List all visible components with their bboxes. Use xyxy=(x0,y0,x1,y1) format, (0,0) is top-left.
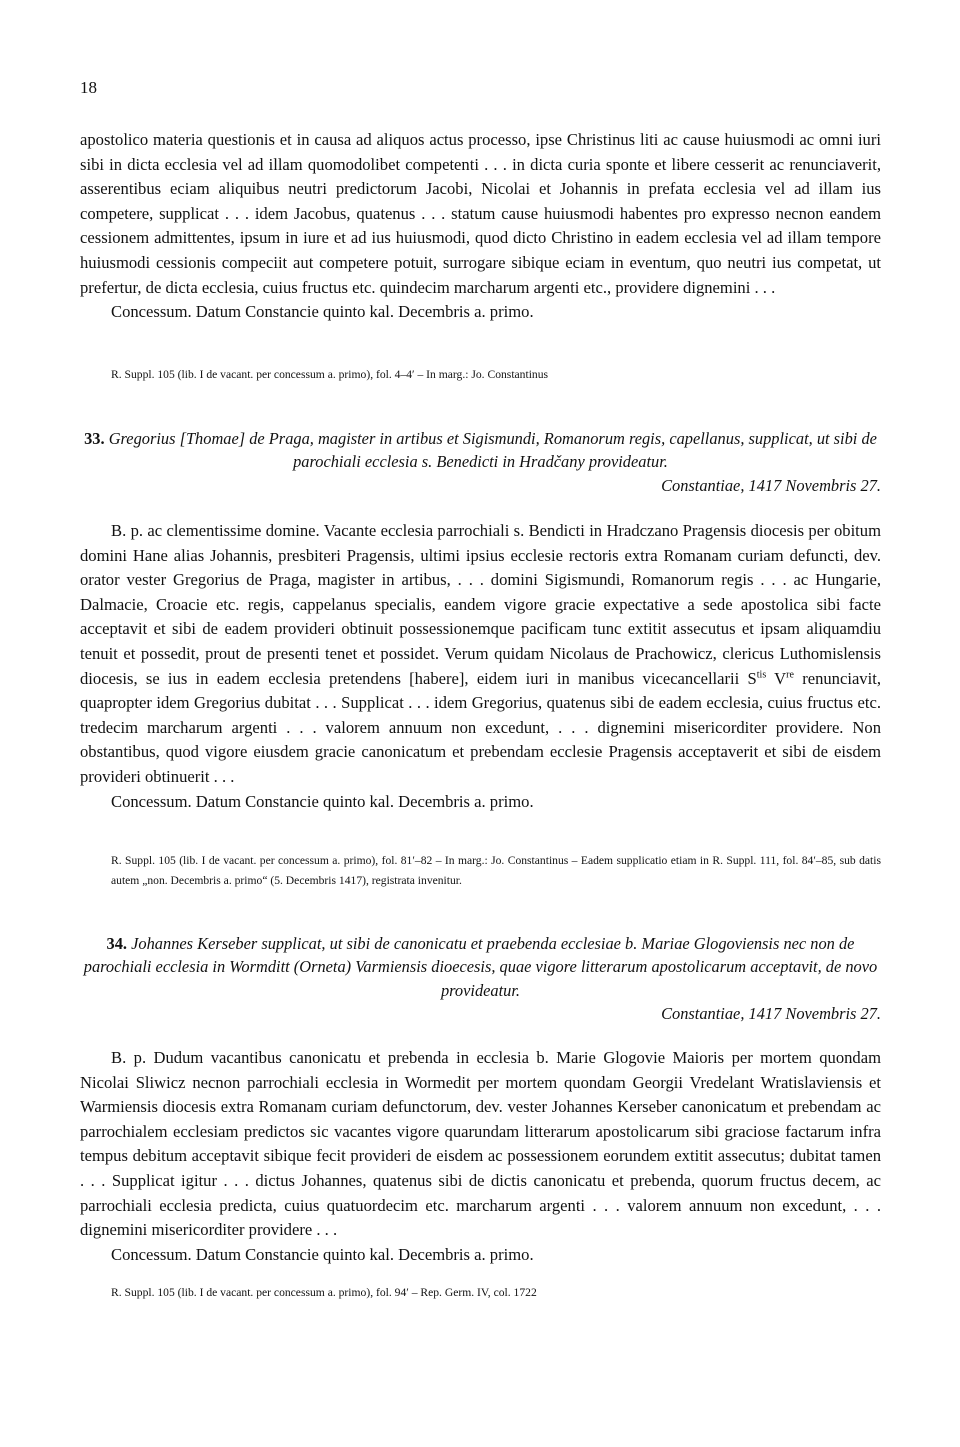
document-page xyxy=(80,0,881,1447)
footnote-text: R. Suppl. 105 (lib. I de vacant. per concessum a. primo), fol. 94′ – Rep. Germ. IV, col. 1722 xyxy=(111,1286,537,1299)
concessum-line: Concessum. Datum Constancie quinto kal. Decembris a. primo. xyxy=(111,1244,534,1264)
dateline: Constantiae, 1417 Novembris 27. xyxy=(661,475,881,495)
document-heading xyxy=(80,427,881,474)
concessum-line: Concessum. Datum Constancie quinto kal. Decembris a. primo. xyxy=(111,302,534,322)
document-regest: Johannes Kerseber supplicat, ut sibi de canonicatu et praebenda ecclesiae b. Mariae Glogoviensis nec non de parochiali ecclesia in Wormditt (Orneta) Varmiensis dioecesis, quae vigore litterarum apostolicarum acceptavit, de novo provideatur. xyxy=(83,934,878,1000)
footnote-text: R. Suppl. 105 (lib. I de vacant. per concessum a. primo), fol. 4–4′ – In marg.: Jo. Constantinus xyxy=(111,368,549,381)
superscript: tis xyxy=(756,669,767,681)
body-text-part: B. p. ac clementissime domine. Vacante ecclesia parrochiali s. Bendicti in Hradczano Pragensis diocesis per obitum domini Hane alias Johannis, presbiteri Pragensis, ultimi ipsius ecclesie rectoris extra Romanam curiam defuncti, dev. orator vester Gregorius de Praga, magister in artibus, . . . domini Sigismundi, Romanorum regis . . . ac Hungarie, Dalmacie, Croacie etc. regis, cappelanus specialis, eandem vigore gracie expectative a sede apostolica sibi facte acceptavit et sibi de eadem provideri obtinuit possessionemque pacificam tunc extitit assecutus et ipsam aliquamdiu tenuit et possedit, prout de presenti tenet et possidet. Verum quidam Nicolaus de Prachowicz, clericus Luthomislensis diocesis, se ius in eadem ecclesia pretendens [habere], eidem iuri in manibus vicecancellarii S xyxy=(80,521,881,688)
concessum-line: Concessum. Datum Constancie quinto kal. Decembris a. primo. xyxy=(111,791,534,811)
source-note xyxy=(80,1283,881,1303)
body-text-part: V xyxy=(766,668,787,688)
dateline: Constantiae, 1417 Novembris 27. xyxy=(661,1004,881,1024)
page-number: 18 xyxy=(80,78,97,97)
body-text-part: renunciavit, quapropter idem Gregorius dubitat . . . Supplicat . . . idem Gregorius, quatenus sibi de eadem ecclesia, cuius fructus etc. tredecim marcharum argenti . . . valorem annuum non excedunt, . . . dignemini misericorditer providere. Non obstantibus, quod vigore eiusdem gracie canonicatum et prebendam ecclesie Pragensis acceptaverit et sibi de eisdem provideri obtinuerit . . . xyxy=(80,668,881,786)
footnote-text: R. Suppl. 105 (lib. I de vacant. per concessum a. primo), fol. 81′–82 – In marg.: Jo. Constantinus – Eadem supplicatio etiam in R. Suppl. 111, fol. 84′–85, sub datis autem „non. Decembris a. primo“ (5. Decembris 1417), registrata invenitur. xyxy=(111,854,881,887)
body-paragraph xyxy=(80,519,881,790)
document-33-heading xyxy=(80,427,881,497)
continued-document xyxy=(80,128,881,325)
document-heading xyxy=(80,932,881,1002)
source-note xyxy=(80,365,881,385)
document-number: 33. xyxy=(84,429,105,448)
document-34-heading xyxy=(80,932,881,1026)
document-33-body xyxy=(80,519,881,814)
document-34-body xyxy=(80,1046,881,1267)
body-paragraph: apostolico materia questionis et in causa ad aliquos actus processo, ipse Christinus liti ac cause huiusmodi ac omni iuri sibi in dicta ecclesia vel ad illam quomodolibet competenti . . . in dicta curia sponte et libere cesserit ac renunciaverit, asserentibus eciam aliquibus neutri predictorum Jacobi, Nicolai et Johannis in prefata ecclesia vel ad illam ius competere, supplicat . . . idem Jacobus, quatenus . . . statum cause huiusmodi habentes pro expresso necnon eandem cessionem admittentes, ipsum in iure et ad ius huiusmodi, quod dicto Christino in eadem ecclesia vel ad illam tempore huiusmodi cessionis compeciit aut competere potuit, surrogare sibique eciam in eventum, quo neutri ius competat, ut prefertur, de dicta ecclesia, cuius fructus etc. quindecim marcharum argenti etc., providere dignemini . . . xyxy=(80,130,881,297)
body-paragraph: B. p. Dudum vacantibus canonicatu et prebenda in ecclesia b. Marie Glogovie Maioris per mortem quondam Nicolai Sliwicz necnon parrochiali ecclesia in Wormedit per mortem quondam Georgii Vredelant Wratislaviensis et Warmiensis diocesis extra Romanam curiam defunctorum, dev. vester Johannes Kerseber canonicatum et prebendam ac parrochialem ecclesiam predictos sic vacantes vigore quarundam litterarum apostolicarum sibi graciose factarum infra tempus debitum acceptavit sibique fecit provideri de eisdem ac possessionem eorundem extitit assecutus; dubitat tamen . . . Supplicat igitur . . . dictus Johannes, quatenus sibi de dictis canonicatu et prebenda, quorum fructus decem, ac parrochiali ecclesia predicta, cuius quatuordecim etc. marcharum argenti . . . valorem annuum non excedunt, . . . dignemini misericorditer providere . . . xyxy=(80,1048,881,1240)
source-note xyxy=(80,851,881,890)
superscript: re xyxy=(786,669,794,681)
document-regest: Gregorius [Thomae] de Praga, magister in artibus et Sigismundi, Romanorum regis, capellanus, supplicat, ut sibi de parochiali ecclesia s. Benedicti in Hradčany provideatur. xyxy=(108,429,877,472)
document-number: 34. xyxy=(106,934,128,953)
